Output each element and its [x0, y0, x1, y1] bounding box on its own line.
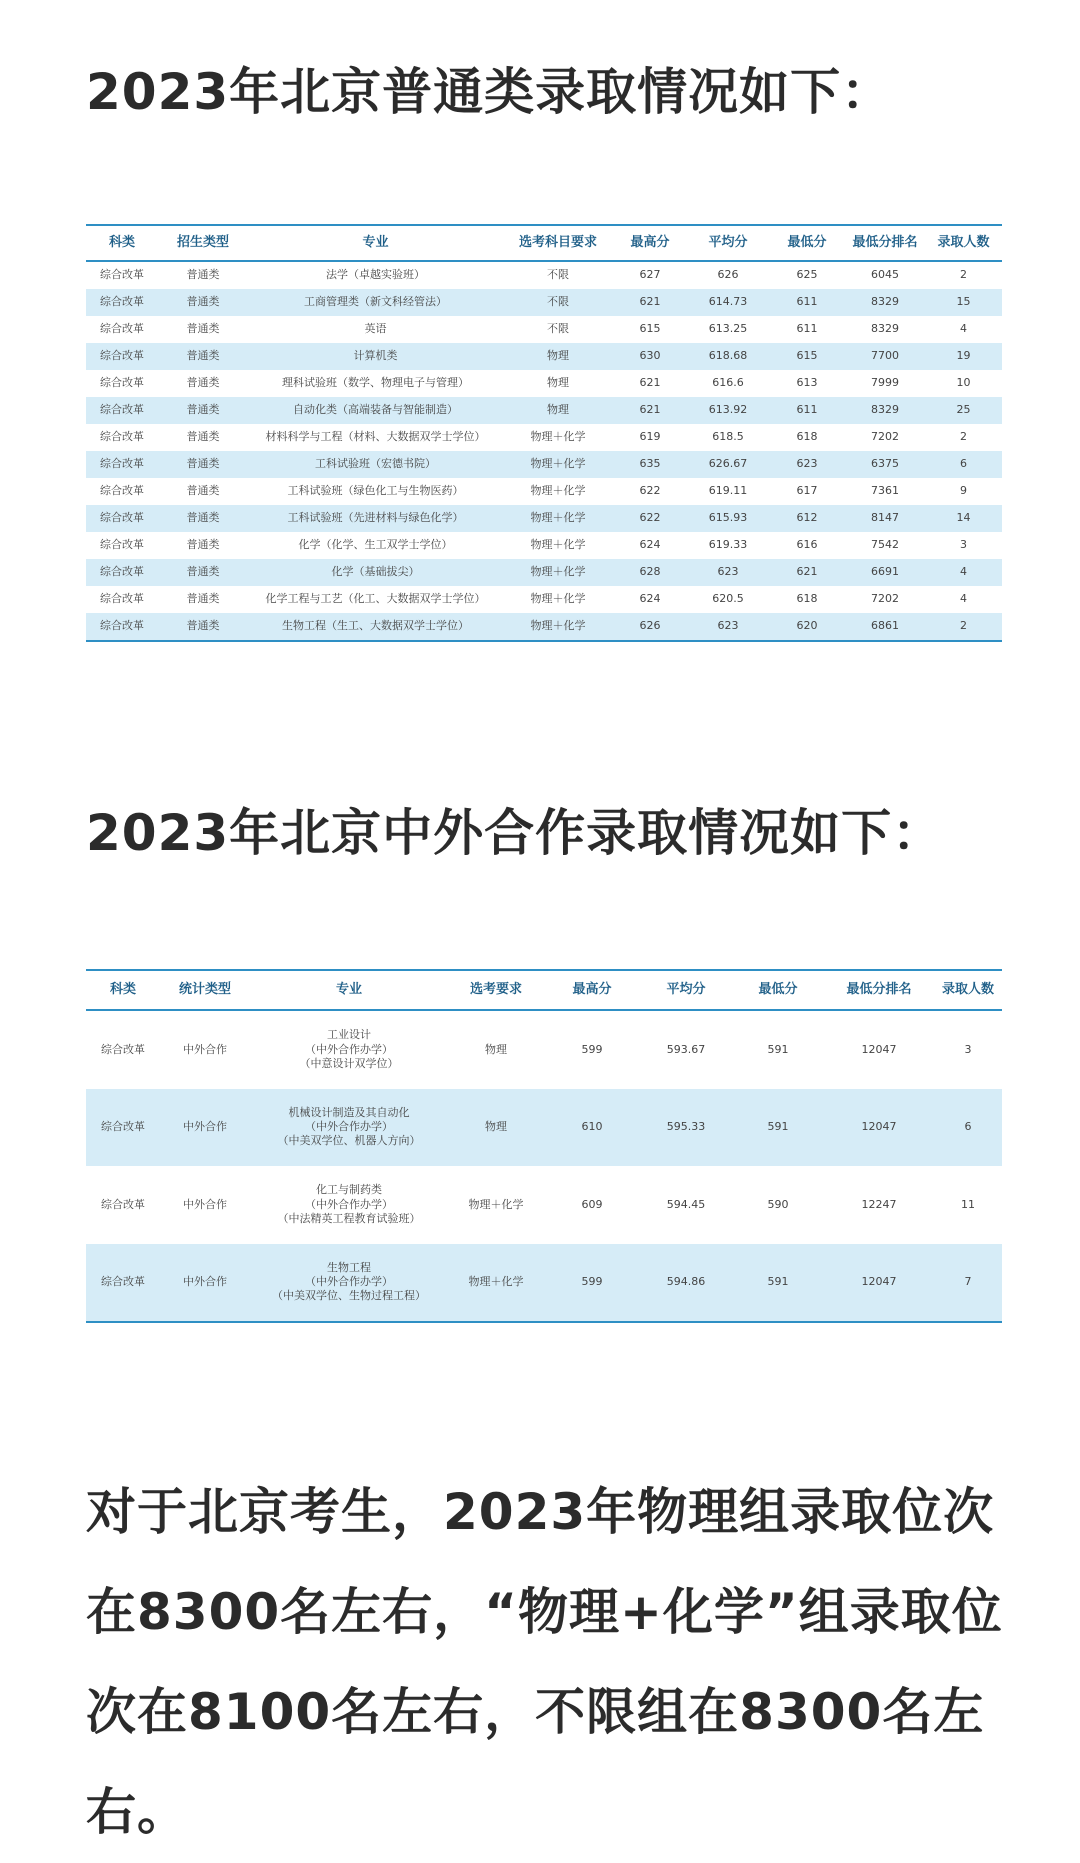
table-cell: 591: [767, 1042, 789, 1056]
table-cell: 综合改革: [101, 1042, 145, 1056]
table-cell: 19: [925, 343, 1002, 370]
table-cell: 622: [613, 505, 687, 532]
header-row: [86, 970, 1002, 1010]
table-cell: 普通类: [158, 289, 248, 316]
table-cell: 不限: [547, 322, 569, 336]
table-cell: 622: [639, 484, 661, 498]
sino-foreign-table-header: [86, 970, 1002, 1010]
table-cell: 综合改革: [86, 451, 158, 478]
table-cell: 物理＋化学: [530, 484, 586, 498]
column-header: 最低分排名: [824, 970, 934, 1010]
table-cell: 625: [796, 268, 818, 282]
table-cell: 615: [639, 322, 661, 336]
table-cell: 普通类: [158, 505, 248, 532]
table-cell: 普通类: [158, 343, 248, 370]
table-cell: 12047: [861, 1042, 897, 1056]
table-cell: 614.73: [687, 289, 769, 316]
major-name-line: （中外合作办学）: [305, 1042, 393, 1056]
table-row: [86, 1089, 1002, 1167]
table-cell: 14: [925, 505, 1002, 532]
table-row: [86, 1010, 1002, 1089]
table-cell: 609: [581, 1197, 603, 1211]
table-cell: 7999: [871, 376, 899, 390]
table-row: [86, 1166, 1002, 1244]
table-row: [86, 559, 1002, 586]
sino-foreign-table-body: [86, 1010, 1002, 1322]
column-header: 选考要求: [448, 970, 544, 1010]
table-row: [86, 316, 1002, 343]
table-cell: 工科试验班（绿色化工与生物医药）: [287, 484, 464, 498]
table-cell: 618.5: [712, 430, 744, 444]
major-name-line: （中法精英工程教育试验班）: [277, 1211, 421, 1225]
table-cell: [250, 1010, 448, 1089]
table-cell: [250, 1244, 448, 1323]
column-header: 最高分: [544, 970, 640, 1010]
table-cell: 综合改革: [100, 376, 144, 390]
table-row: [86, 586, 1002, 613]
table-cell: 2: [960, 430, 967, 444]
table-cell: 635: [613, 451, 687, 478]
table-row: [86, 532, 1002, 559]
table-cell: 物理: [503, 343, 613, 370]
table-cell: 综合改革: [86, 505, 158, 532]
table-cell: 化学（化学、生工双学士学位）: [298, 538, 453, 552]
table-cell: 4: [960, 592, 967, 606]
table-cell: 7361: [871, 484, 899, 498]
table-cell: 15: [925, 289, 1002, 316]
header-row: [86, 225, 1002, 261]
table-row: [86, 451, 1002, 478]
table-cell: 599: [544, 1244, 640, 1323]
table-cell: 6861: [845, 613, 925, 641]
table-cell: 613: [796, 376, 818, 390]
table-cell: 613.25: [708, 322, 748, 336]
table-cell: 10: [956, 376, 971, 390]
table-cell: 11: [961, 1197, 975, 1211]
table-cell: 工科试验班（先进材料与绿色化学）: [248, 505, 503, 532]
table-cell: 中外合作: [183, 1042, 227, 1056]
table-cell: 616: [796, 538, 818, 552]
table-cell: 621: [639, 376, 661, 390]
major-name-line: 工业设计: [327, 1028, 371, 1042]
table-cell: 626.67: [687, 451, 769, 478]
table-cell: 615: [769, 343, 845, 370]
table-cell: 综合改革: [100, 322, 144, 336]
table-cell: 综合改革: [86, 397, 158, 424]
column-header: 录取人数: [925, 225, 1002, 261]
table-cell: 610: [544, 1089, 640, 1167]
table-cell: 595.33: [640, 1089, 732, 1167]
table-cell: 普通类: [158, 397, 248, 424]
table-cell: 2: [925, 613, 1002, 641]
table-cell: 4: [925, 559, 1002, 586]
table-cell: 普通类: [158, 451, 248, 478]
table-cell: 综合改革: [100, 484, 144, 498]
table-cell: 物理: [503, 397, 613, 424]
major-name-line: （中美双学位、机器人方向）: [277, 1134, 421, 1148]
table-cell: 624: [639, 538, 661, 552]
major-name-line: （中外合作办学）: [305, 1197, 393, 1211]
table-cell: 英语: [364, 322, 387, 336]
table-cell: 623: [687, 559, 769, 586]
table-cell: 12047: [824, 1244, 934, 1323]
table-cell: 6045: [871, 268, 899, 282]
table-cell: 综合改革: [100, 268, 144, 282]
table-cell: 2: [960, 268, 967, 282]
table-cell: 化学工程与工艺（化工、大数据双学士学位）: [265, 592, 486, 606]
column-header: 平均分: [687, 225, 769, 261]
table-cell: 综合改革: [86, 559, 158, 586]
table-cell: 综合改革: [86, 1089, 160, 1167]
column-header: 最低分排名: [845, 225, 925, 261]
table-cell: 628: [613, 559, 687, 586]
table-cell: 621: [613, 397, 687, 424]
table-cell: 619.33: [708, 538, 748, 552]
table-cell: 619.11: [708, 484, 748, 498]
table-cell: 普通类: [158, 613, 248, 641]
table-cell: 619: [639, 430, 661, 444]
table-cell: 普通类: [186, 484, 220, 498]
table-cell: 611: [769, 397, 845, 424]
table-cell: 普通类: [158, 559, 248, 586]
table-cell: 594.45: [666, 1197, 706, 1211]
table-cell: 612: [769, 505, 845, 532]
table-cell: 物理＋化学: [503, 559, 613, 586]
table-cell: 594.86: [640, 1244, 732, 1323]
table-cell: 591: [732, 1244, 824, 1323]
table-cell: 中外合作: [160, 1089, 250, 1167]
table-cell: 综合改革: [86, 343, 158, 370]
table-cell: 普通类: [186, 538, 220, 552]
table-cell: 物理＋化学: [503, 451, 613, 478]
table-cell: 6375: [845, 451, 925, 478]
table-cell: 620.5: [712, 592, 744, 606]
table-cell: 不限: [547, 268, 569, 282]
table-cell: 3: [960, 538, 967, 552]
regular-admission-table: [86, 224, 1002, 642]
column-header: 选考科目要求: [503, 225, 613, 261]
table-cell: 综合改革: [86, 1244, 160, 1323]
table-cell: [250, 1089, 448, 1167]
column-header: 平均分: [640, 970, 732, 1010]
table-cell: 624: [639, 592, 661, 606]
major-name-line: （中外合作办学）: [305, 1120, 393, 1134]
table-cell: 物理＋化学: [448, 1244, 544, 1323]
table-cell: [250, 1166, 448, 1244]
table-cell: 综合改革: [86, 289, 158, 316]
table-cell: 8329: [871, 322, 899, 336]
column-header: 最低分: [732, 970, 824, 1010]
table-cell: 物理＋化学: [468, 1197, 524, 1211]
column-header: 科类: [86, 225, 158, 261]
table-cell: 12047: [824, 1089, 934, 1167]
table-cell: 618.68: [687, 343, 769, 370]
table-row: [86, 397, 1002, 424]
table-cell: 611: [796, 322, 818, 336]
table-cell: 7700: [845, 343, 925, 370]
table-cell: 工商管理类（新文科经管法）: [248, 289, 503, 316]
conclusion-text: 对于北京考生，2023年物理组录取位次在8300名左右，“物理+化学”组录取位次在8100名左右，不限组在8300名左右。: [86, 1483, 1003, 1841]
table-cell: 626: [613, 613, 687, 641]
table-cell: 普通类: [186, 376, 220, 390]
table-cell: 621: [613, 289, 687, 316]
table-cell: 材料科学与工程（材料、大数据双学士学位）: [265, 430, 486, 444]
major-name-line: 机械设计制造及其自动化: [288, 1105, 410, 1119]
table-row: [86, 370, 1002, 397]
table-cell: 611: [769, 289, 845, 316]
table-cell: 617: [796, 484, 818, 498]
table-cell: 物理＋化学: [530, 538, 586, 552]
table-row: [86, 1244, 1002, 1323]
table-cell: 8329: [845, 397, 925, 424]
table-cell: 6: [925, 451, 1002, 478]
table-cell: 物理: [485, 1042, 507, 1056]
table-cell: 普通类: [186, 592, 220, 606]
sino-foreign-admission-table: [86, 969, 1002, 1323]
table-cell: 7: [934, 1244, 1002, 1323]
table-cell: 590: [767, 1197, 789, 1211]
table-row: [86, 289, 1002, 316]
heading-sino-foreign-admission: 2023年北京中外合作录取情况如下：: [86, 804, 944, 862]
column-header: 最高分: [613, 225, 687, 261]
table-cell: 综合改革: [101, 1197, 145, 1211]
table-cell: 615.93: [687, 505, 769, 532]
table-cell: 法学（卓越实验班）: [326, 268, 425, 282]
column-header: 专业: [248, 225, 503, 261]
table-cell: 中外合作: [183, 1197, 227, 1211]
table-cell: 618: [796, 592, 818, 606]
major-name-line: （中美双学位、生物过程工程）: [272, 1289, 426, 1303]
table-cell: 物理＋化学: [503, 505, 613, 532]
table-cell: 8147: [845, 505, 925, 532]
table-cell: 591: [732, 1089, 824, 1167]
table-cell: 中外合作: [160, 1244, 250, 1323]
table-cell: 综合改革: [86, 613, 158, 641]
table-cell: 生物工程（生工、大数据双学士学位）: [248, 613, 503, 641]
table-cell: 普通类: [186, 430, 220, 444]
table-row: [86, 505, 1002, 532]
table-cell: 25: [925, 397, 1002, 424]
table-cell: 623: [769, 451, 845, 478]
table-cell: 理科试验班（数学、物理电子与管理）: [282, 376, 469, 390]
column-header: 录取人数: [934, 970, 1002, 1010]
column-header: 统计类型: [160, 970, 250, 1010]
table-cell: 自动化类（高端装备与智能制造）: [248, 397, 503, 424]
table-cell: 普通类: [186, 268, 220, 282]
table-cell: 613.92: [687, 397, 769, 424]
major-name-line: （中意设计双学位）: [299, 1056, 399, 1070]
table-cell: 普通类: [186, 322, 220, 336]
column-header: 最低分: [769, 225, 845, 261]
table-cell: 7202: [871, 592, 899, 606]
table-cell: 627: [639, 268, 661, 282]
column-header: 招生类型: [158, 225, 248, 261]
table-cell: 618: [796, 430, 818, 444]
table-cell: 623: [687, 613, 769, 641]
table-cell: 7202: [871, 430, 899, 444]
table-cell: 7542: [871, 538, 899, 552]
table-cell: 6: [934, 1089, 1002, 1167]
table-cell: 物理: [448, 1089, 544, 1167]
column-header: 科类: [86, 970, 160, 1010]
table-cell: 物理＋化学: [530, 430, 586, 444]
table-cell: 物理＋化学: [503, 613, 613, 641]
table-cell: 12247: [861, 1197, 897, 1211]
column-header: 专业: [250, 970, 448, 1010]
table-cell: 6691: [845, 559, 925, 586]
table-cell: 物理: [547, 376, 569, 390]
table-row: [86, 261, 1002, 289]
table-cell: 工科试验班（宏德书院）: [248, 451, 503, 478]
table-row: [86, 343, 1002, 370]
table-cell: 621: [769, 559, 845, 586]
table-cell: 626: [717, 268, 739, 282]
regular-table-header: [86, 225, 1002, 261]
table-cell: 综合改革: [100, 430, 144, 444]
table-cell: 599: [581, 1042, 603, 1056]
regular-table-body: [86, 261, 1002, 641]
table-cell: 8329: [845, 289, 925, 316]
table-cell: 综合改革: [100, 592, 144, 606]
table-cell: 630: [613, 343, 687, 370]
heading-regular-admission: 2023年北京普通类录取情况如下：: [86, 63, 893, 121]
table-cell: 化学（基础拔尖）: [248, 559, 503, 586]
table-cell: 4: [960, 322, 967, 336]
table-row: [86, 424, 1002, 451]
table-cell: 593.67: [666, 1042, 706, 1056]
table-cell: 620: [769, 613, 845, 641]
table-cell: 3: [964, 1042, 972, 1056]
table-row: [86, 613, 1002, 641]
major-name-line: 生物工程: [327, 1260, 371, 1274]
table-cell: 物理＋化学: [530, 592, 586, 606]
table-cell: 不限: [503, 289, 613, 316]
table-cell: 616.6: [712, 376, 744, 390]
table-cell: 9: [960, 484, 967, 498]
table-cell: 计算机类: [248, 343, 503, 370]
table-row: [86, 478, 1002, 505]
major-name-line: 化工与制药类: [316, 1183, 382, 1197]
table-cell: 综合改革: [100, 538, 144, 552]
major-name-line: （中外合作办学）: [305, 1275, 393, 1289]
